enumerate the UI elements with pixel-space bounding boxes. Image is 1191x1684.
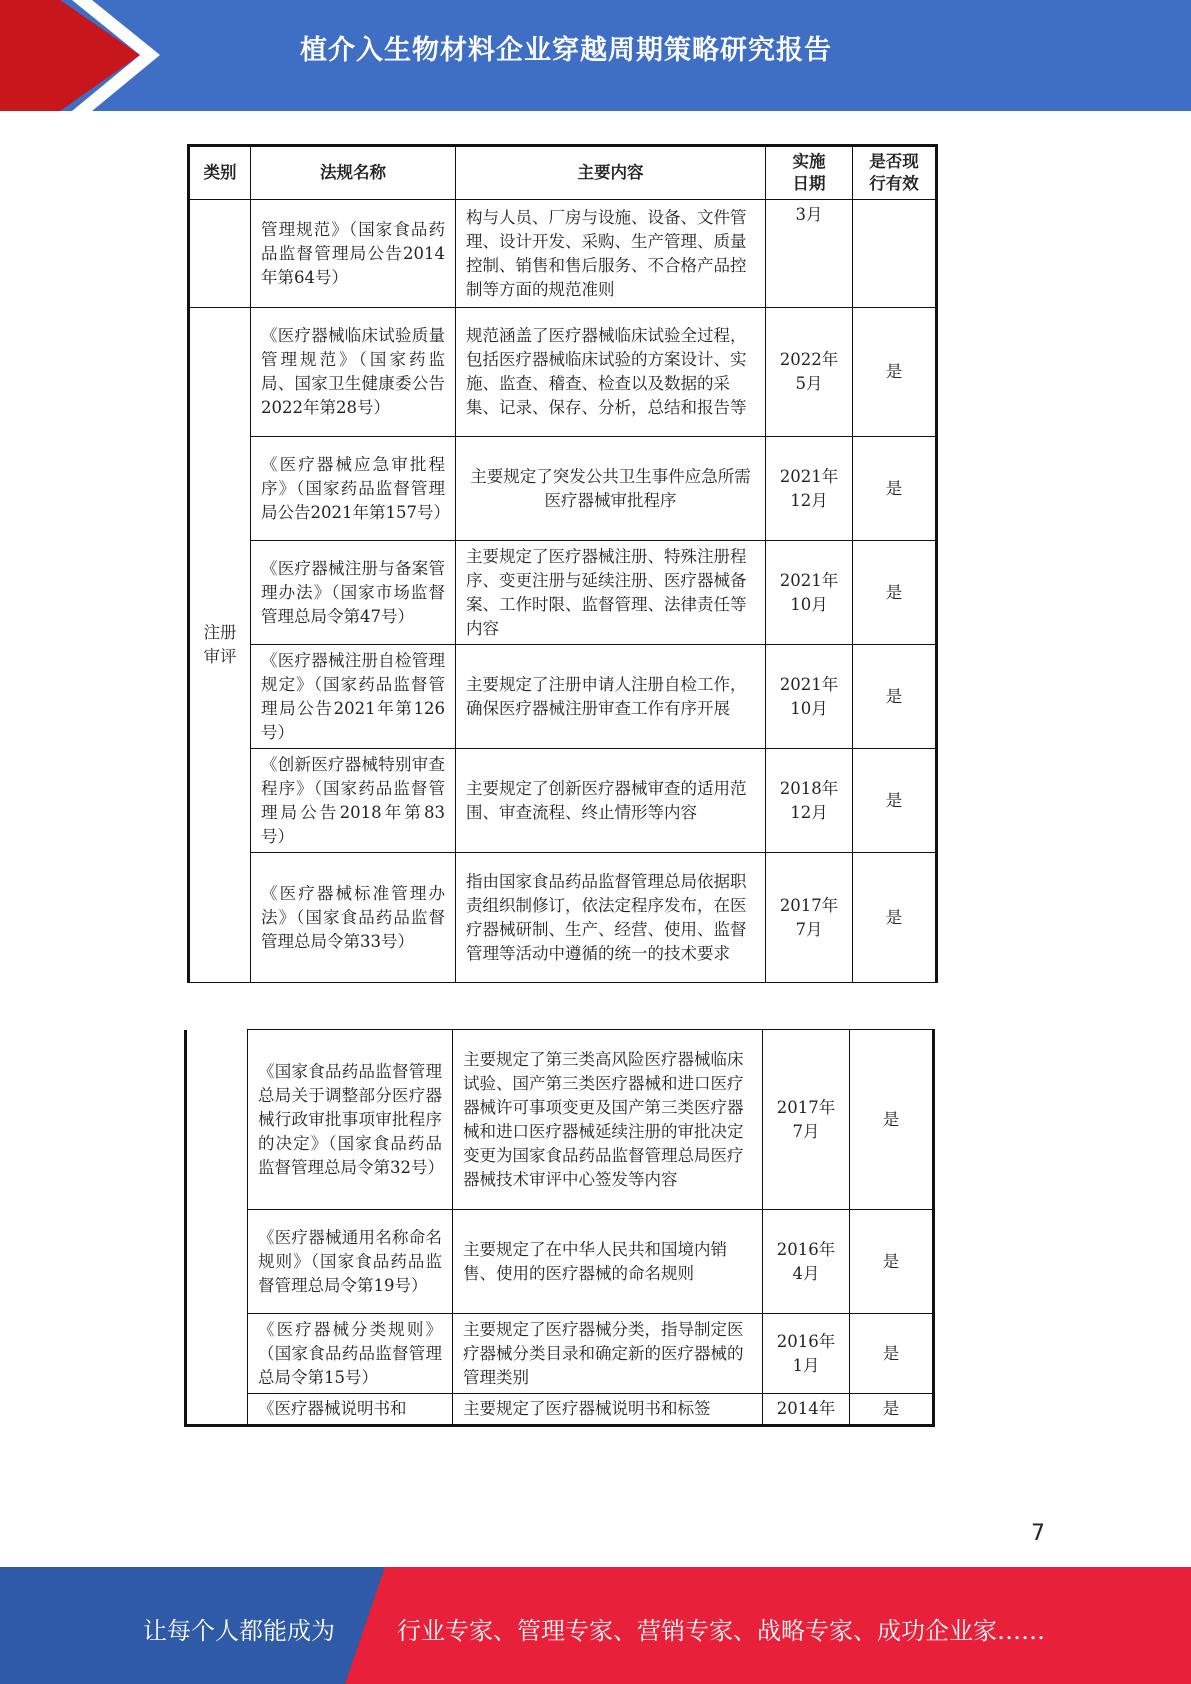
table-row	[189, 645, 937, 749]
header-name: 法规名称	[251, 146, 456, 200]
category-cell	[189, 308, 251, 983]
regulation-content: 主要规定了创新医疗器械审查的适用范围、审查流程、终止情形等内容	[456, 749, 766, 853]
header-valid-line1: 是否现	[869, 152, 919, 171]
table-row	[189, 749, 937, 853]
header-date	[766, 146, 853, 200]
table-row	[186, 1314, 934, 1394]
category-line1: 注册	[203, 623, 237, 642]
chevron-arrow-icon	[0, 0, 160, 111]
regulation-name: 《医疗器械应急审批程序》（国家药品监督管理局公告2021年第157号）	[251, 437, 456, 541]
page-number: 7	[1031, 1521, 1045, 1546]
footer-slogan-right: 行业专家、管理专家、营销专家、战略专家、成功企业家……	[397, 1617, 1045, 1645]
regulation-date: 2014年	[763, 1394, 850, 1426]
regulation-date: 2016年1月	[763, 1314, 850, 1394]
regulation-content: 规范涵盖了医疗器械临床试验全过程，包括医疗器械临床试验的方案设计、实施、监查、稽查、检查以及数据的采集、记录、保存、分析，总结和报告等	[456, 308, 766, 437]
regulation-date: 2022年5月	[766, 308, 853, 437]
report-title: 植介入生物材料企业穿越周期策略研究报告	[300, 35, 832, 66]
regulation-name: 《医疗器械通用名称命名规则》（国家食品药品监督管理总局令第19号）	[248, 1210, 453, 1314]
regulation-name: 管理规范》（国家食品药品监督管理局公告2014年第64号）	[251, 200, 456, 308]
regulation-content: 构与人员、厂房与设施、设备、文件管理、设计开发、采购、生产管理、质量控制、销售和售后服务、不合格产品控制等方面的规范准则	[456, 200, 766, 308]
header-date-line2: 日期	[792, 174, 826, 193]
regulation-date: 2021年12月	[766, 437, 853, 541]
regulation-valid: 是	[850, 1394, 934, 1426]
header-valid	[853, 146, 937, 200]
regulation-content: 指由国家食品药品监督管理总局依据职责组织制修订，依法定程序发布，在医疗器械研制、生产、经营、使用、监督管理等活动中遵循的统一的技术要求	[456, 853, 766, 983]
category-cell-continued	[186, 1030, 248, 1426]
regulation-valid: 是	[850, 1030, 934, 1210]
regulation-date: 2017年7月	[763, 1030, 850, 1210]
table-row	[189, 437, 937, 541]
table-row	[186, 1394, 934, 1426]
header-valid-line2: 行有效	[869, 174, 919, 193]
category-cell-empty	[189, 200, 251, 308]
table-row	[186, 1030, 934, 1210]
regulation-table-part2	[184, 1029, 935, 1427]
regulation-date: 2018年12月	[766, 749, 853, 853]
regulation-date: 2017年7月	[766, 853, 853, 983]
regulation-content: 主要规定了医疗器械分类，指导制定医疗器械分类目录和确定新的医疗器械的管理类别	[453, 1314, 763, 1394]
regulation-content: 主要规定了注册申请人注册自检工作，确保医疗器械注册审查工作有序开展	[456, 645, 766, 749]
regulation-valid: 是	[853, 749, 937, 853]
footer-slogan-left: 让每个人都能成为	[143, 1617, 335, 1645]
regulation-table-part1	[187, 144, 938, 983]
regulation-content: 主要规定了第三类高风险医疗器械临床试验、国产第三类医疗器械和进口医疗器械许可事项变更及国产第三类医疗器械和进口医疗器械延续注册的审批决定变更为国家食品药品监督管理总局医疗器械技术审评中心签发等内容	[453, 1030, 763, 1210]
regulation-date: 2021年10月	[766, 645, 853, 749]
regulation-name: 《医疗器械临床试验质量管理规范》（国家药监局、国家卫生健康委公告2022年第28号）	[251, 308, 456, 437]
table-row	[186, 1210, 934, 1314]
category-line2: 审评	[203, 647, 237, 666]
regulation-content: 主要规定了医疗器械注册、特殊注册程序、变更注册与延续注册、医疗器械备案、工作时限、监督管理、法律责任等内容	[456, 541, 766, 645]
regulation-valid: 是	[850, 1314, 934, 1394]
header-content: 主要内容	[456, 146, 766, 200]
header-banner	[0, 0, 1191, 111]
regulation-valid: 是	[853, 541, 937, 645]
regulation-name: 《医疗器械标准管理办法》（国家食品药品监督管理总局令第33号）	[251, 853, 456, 983]
regulation-name: 《医疗器械注册与备案管理办法》（国家市场监督管理总局令第47号）	[251, 541, 456, 645]
regulation-name: 《医疗器械注册自检管理规定》（国家药品监督管理局公告2021年第126号）	[251, 645, 456, 749]
table-row	[189, 541, 937, 645]
footer-banner	[0, 1567, 1191, 1684]
regulation-date: 2021年10月	[766, 541, 853, 645]
header-date-line1: 实施	[792, 152, 826, 171]
regulation-name: 《国家食品药品监督管理总局关于调整部分医疗器械行政审批事项审批程序的决定》（国家食品药品监督管理总局令第32号）	[248, 1030, 453, 1210]
regulation-name: 《医疗器械说明书和	[248, 1394, 453, 1426]
table-row	[189, 200, 937, 308]
regulation-valid: 是	[853, 645, 937, 749]
table-row	[189, 853, 937, 983]
regulation-valid: 是	[850, 1210, 934, 1314]
table-header-row	[189, 146, 937, 200]
regulation-content: 主要规定了医疗器械说明书和标签	[453, 1394, 763, 1426]
regulation-valid: 是	[853, 308, 937, 437]
regulation-valid: 是	[853, 437, 937, 541]
regulation-name: 《创新医疗器械特别审查程序》（国家药品监督管理局公告2018年第83号）	[251, 749, 456, 853]
regulation-valid	[853, 200, 937, 308]
table-row	[189, 308, 937, 437]
regulation-content: 主要规定了在中华人民共和国境内销售、使用的医疗器械的命名规则	[453, 1210, 763, 1314]
header-category: 类别	[189, 146, 251, 200]
regulation-name: 《医疗器械分类规则》（国家食品药品监督管理总局令第15号）	[248, 1314, 453, 1394]
regulation-content: 主要规定了突发公共卫生事件应急所需医疗器械审批程序	[456, 437, 766, 541]
regulation-date: 3月	[766, 200, 853, 308]
regulation-date: 2016年4月	[763, 1210, 850, 1314]
regulation-valid: 是	[853, 853, 937, 983]
